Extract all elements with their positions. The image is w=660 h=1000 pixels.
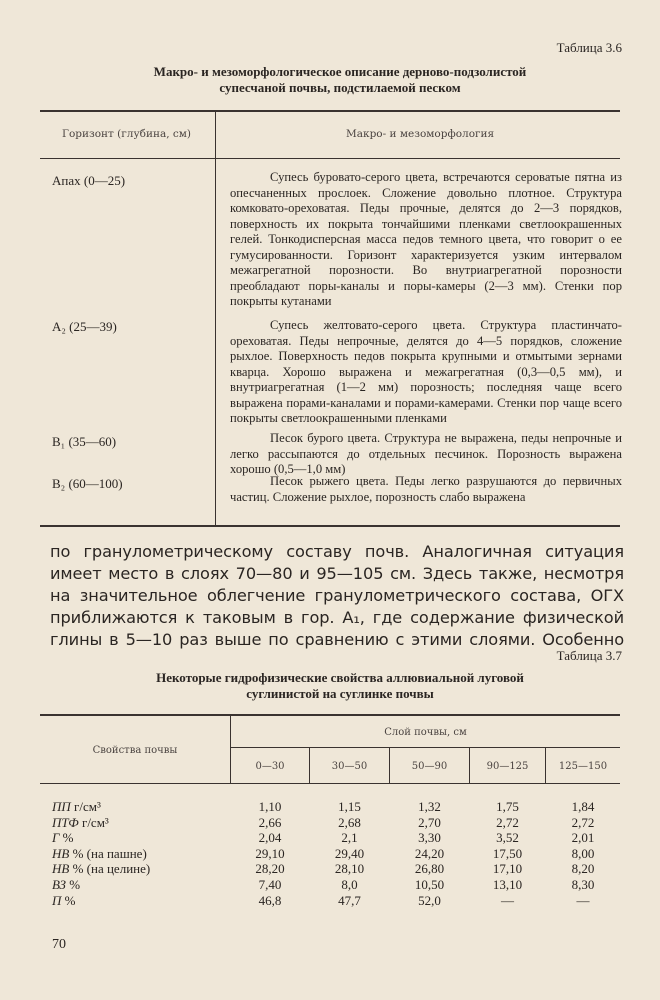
table-cell: 26,80 xyxy=(414,861,445,877)
table-cell: 1,15 xyxy=(338,799,361,814)
table1-top-rule xyxy=(40,110,620,112)
layer-0-30: 0—30 xyxy=(255,761,285,772)
body-line: глины в 5—10 раз выше по сравнению с этими слоями. Особенно xyxy=(50,630,624,649)
table1-bottom-rule xyxy=(40,525,620,527)
property-row: Г % xyxy=(52,830,74,846)
property-row: НВ % (на целине) xyxy=(52,861,151,877)
table-cell: 8,0 xyxy=(341,876,358,892)
table-cell: — xyxy=(576,892,590,908)
property-row: П % xyxy=(52,892,76,908)
table2-header-rule xyxy=(40,783,620,784)
table2-prop-divider xyxy=(230,714,231,783)
description-text: Песок бурого цвета. Структура не выражена, педы непрочные и легко рассыпаются до отдельных песчинок. Порозность выражена хорошо (0,5—1,0 мм) xyxy=(230,431,622,476)
table-cell: 2,01 xyxy=(571,830,595,846)
table-cell: 47,7 xyxy=(338,892,361,908)
table-cell: 10,50 xyxy=(414,876,445,892)
table-cell: 1,84 xyxy=(571,799,595,814)
column-0-30-values xyxy=(231,799,309,908)
table1-caption-line2: супесчаной почвы, подстилаемой песком xyxy=(219,80,461,95)
column-30-50-values xyxy=(310,799,389,908)
table-cell: 3,30 xyxy=(418,830,441,846)
table2-caption xyxy=(60,670,620,702)
table-cell: 1,75 xyxy=(496,799,519,814)
table-cell: 24,20 xyxy=(414,845,445,861)
property-row: ВЗ % xyxy=(52,876,81,892)
table1-caption-line1: Макро- и мезоморфологическое описание дерново-подзолистой xyxy=(153,64,527,79)
table2-layer-header: Слой почвы, см xyxy=(384,727,467,738)
table-cell: 28,10 xyxy=(334,861,365,877)
description-text: Песок рыжего цвета. Педы легко разрушаются до первичных частиц. Сложение рыхлое, порозность слабо выражена xyxy=(230,474,622,504)
layer-125-150: 125—150 xyxy=(558,761,608,772)
table-cell: 3,52 xyxy=(496,830,519,846)
table1-col2-header: Макро- и мезоморфология xyxy=(346,128,495,140)
body-line: на значительное облегчение гранулометрического состава, ОГХ xyxy=(50,586,624,605)
table-cell: 13,10 xyxy=(492,876,523,892)
horizon-a-pah: Апах (0—25) xyxy=(52,173,126,188)
table-cell: 1,10 xyxy=(258,799,282,814)
table2-top-rule xyxy=(40,714,620,716)
horizon-a-pah-description xyxy=(230,170,622,310)
horizon-b2-description xyxy=(230,474,622,505)
table-cell: 2,04 xyxy=(258,830,282,846)
horizon-b1: B₁ (35—60) xyxy=(52,434,117,449)
layer-30-50: 30—50 xyxy=(331,761,368,772)
table2-caption-line2: суглинистой на суглинке почвы xyxy=(246,686,434,701)
table-cell: 52,0 xyxy=(418,892,441,908)
table1-col1-header: Горизонт (глубина, см) xyxy=(62,128,192,140)
body-paragraph xyxy=(50,541,624,651)
table-cell: 8,30 xyxy=(571,876,595,892)
table-cell: 2,66 xyxy=(258,814,282,830)
table2-subheader-rule xyxy=(231,747,620,748)
table-cell: 8,00 xyxy=(571,845,595,861)
table-cell: 8,20 xyxy=(571,861,595,877)
column-125-150-values xyxy=(546,799,620,908)
body-line: приближаются к таковым в гор. A₁, где содержание физической xyxy=(50,608,624,627)
description-text: Супесь буровато-серого цвета, встречаются сероватые пятна из опесчаненных прослоек. Сложение довольно плотное. Структура комковато-ореховатая. Педы прочные, делятся до 2—3 порядков, поверхность их покрыта тончайшими пленками светлоокрашенных гелей. Тонкодисперсная масса педов темного цвета, что говорит о ее гумусированности. Горизонт характеризуется узким интервалом межагрегатной порозности. Во внутриагрегатной порозности преобладают поры-каналы и поры-камеры (2—3 мм). Стенки пор покрыты кутанами xyxy=(230,170,622,308)
table2-caption-line1: Некоторые гидрофизические свойства аллювиальной луговой xyxy=(156,670,524,685)
table-cell: 2,70 xyxy=(418,814,441,830)
layer-50-90: 50—90 xyxy=(411,761,448,772)
column-50-90-values xyxy=(390,799,469,908)
property-row: ПП г/см³ xyxy=(52,799,101,814)
table-cell: — xyxy=(501,892,514,908)
table1-label: Таблица 3.6 xyxy=(556,40,622,55)
table-cell: 1,32 xyxy=(418,799,441,814)
horizon-b1-description xyxy=(230,431,622,478)
page-number: 70 xyxy=(52,937,66,952)
description-text: Супесь желтовато-серого цвета. Структура пластинчато-ореховатая. Педы непрочные, делятся до 4—5 порядков, сложение рыхлое. Поверхность педов покрыта крупными и отмытыми зернами кварца. Хорошо выражена и межагрегатная (0,3—0,5 мм), и внутриагрегатная (1—2 мм) порозность; последняя чаще всего выражена порами-каналами и порами-камерами. Стенки пор чаще всего покрыты светлоокрашенными пленками xyxy=(230,318,622,425)
horizon-a2: A₂ (25—39) xyxy=(52,319,117,334)
table-cell: 7,40 xyxy=(258,876,282,892)
table-cell: 28,20 xyxy=(255,861,285,877)
table1-col-divider xyxy=(215,110,216,525)
horizon-a2-description xyxy=(230,318,622,427)
horizon-b2: B₂ (60—100) xyxy=(52,476,123,491)
property-row: ПТФ г/см³ xyxy=(52,814,109,830)
property-row: НВ % (на пашне) xyxy=(52,845,147,861)
table-cell: 2,72 xyxy=(571,814,595,830)
body-line: по гранулометрическому составу почв. Аналогичная ситуация xyxy=(50,542,624,561)
table-cell: 2,1 xyxy=(341,830,358,846)
table-cell: 2,72 xyxy=(496,814,519,830)
body-line: имеет место в слоях 70—80 и 95—105 см. Здесь также, несмотря xyxy=(50,564,624,583)
table-cell: 29,10 xyxy=(255,845,285,861)
table-cell: 46,8 xyxy=(258,892,282,908)
layer-90-125: 90—125 xyxy=(486,761,529,772)
table2-label: Таблица 3.7 xyxy=(556,648,622,663)
table-cell: 17,10 xyxy=(492,861,523,877)
table1-caption xyxy=(60,64,620,96)
table-cell: 29,40 xyxy=(334,845,365,861)
column-90-125-values xyxy=(470,799,545,908)
table2-property-column xyxy=(52,799,150,908)
table1-header-rule xyxy=(40,158,620,159)
table2-prop-header: Свойства почвы xyxy=(92,745,178,756)
table-cell: 2,68 xyxy=(338,814,361,830)
table-cell: 17,50 xyxy=(492,845,523,861)
